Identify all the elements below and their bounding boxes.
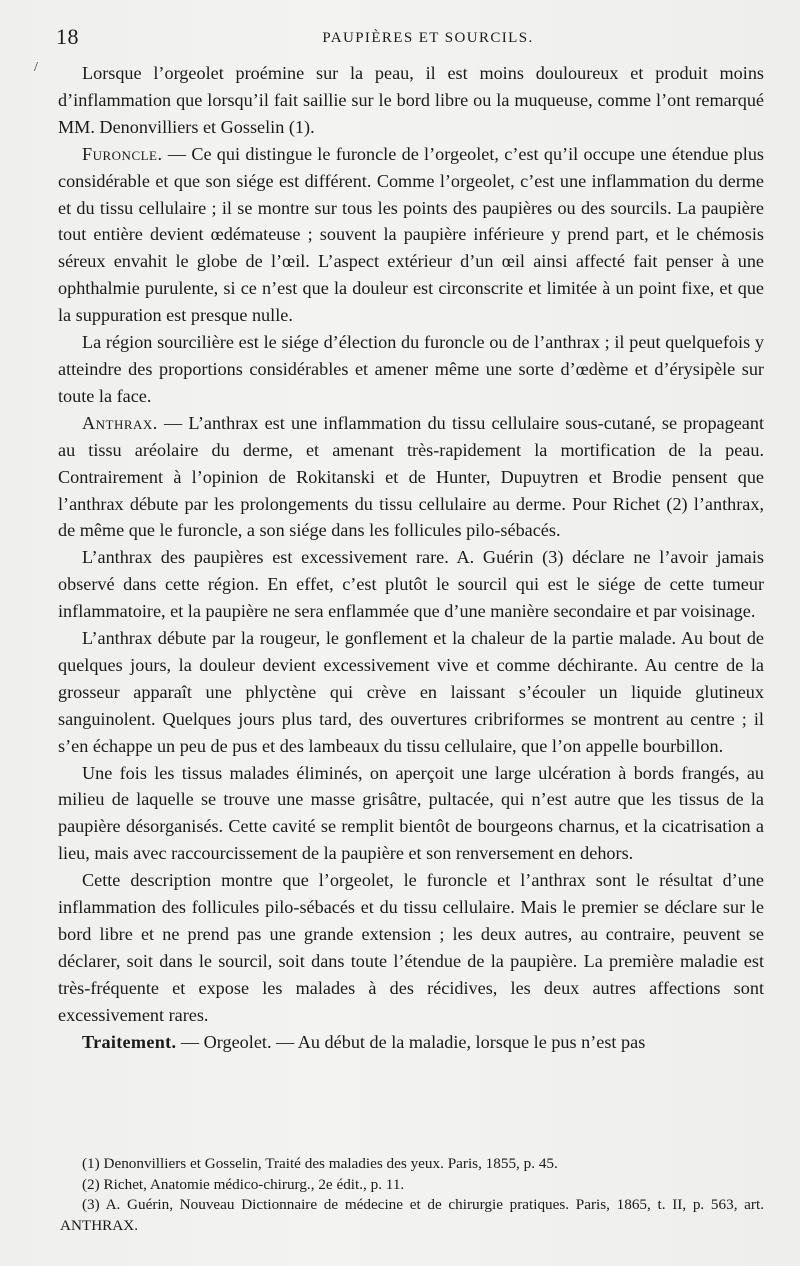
- paragraph-text: — L’anthrax est une inflammation du tissu cellulaire sous-cutané, se propageant au tissu aréolaire du derme, et amenant très-rapidement la mortification de la peau. Contrairement à l’opinion de Rokitanski et de Hunter, Dupuytren et Brodie pensent que l’anthrax débute par les prolongements du tissu cellulaire au derme. Pour Richet (2) l’anthrax, de même que le furoncle, a son siége dans les follicules pilo-sébacés.: [58, 412, 764, 541]
- footnote: (1) Denonvilliers et Gosselin, Traité des maladies des yeux. Paris, 1855, p. 45.: [82, 1155, 558, 1172]
- main-text: [58, 60, 764, 1056]
- section-lead-traitement: Traitement.: [82, 1031, 177, 1052]
- paragraph: [58, 60, 764, 141]
- paragraph-text: L’anthrax débute par la rougeur, le gonflement et la chaleur de la partie malade. Au bout de quelques jours, la douleur devient excessivement vive et comme déchirante. Au centre de la grosseur apparaît une phlyctène qui crève en laissant s’écouler un liquide glutineux sanguinolent. Quelques jours plus tard, des ouvertures cribriformes se montrent au centre ; il s’en échappe un peu de pus et des lambeaux du tissu cellulaire, que l’on appelle bourbillon.: [58, 628, 764, 756]
- page-number: 18: [56, 24, 79, 49]
- section-lead-anthrax: Anthrax.: [82, 412, 158, 433]
- paragraph-text: Une fois les tissus malades éliminés, on aperçoit une large ulcération à bords frangés, au milieu de laquelle se trouve une masse grisâtre, pultacée, qui n’est autre que les tissus de la paupière désorganisés. Cette cavité se remplit bientôt de bourgeons charnus, et la cicatrisation a lieu, mais avec raccourcissement de la paupière et son renversement en dehors.: [58, 762, 764, 864]
- paragraph-text: Lorsque l’orgeolet proémine sur la peau, il est moins douloureux et produit moins d’inflammation que lorsqu’il fait saillie sur le bord libre ou la muqueuse, comme l’ont remarqué MM. Denonvilliers et Gosselin (1).: [58, 63, 764, 137]
- footnote: (3) A. Guérin, Nouveau Dictionnaire de médecine et de chirurgie pratiques. Paris, 1865, t. II, p. 563, art. ANTHRAX.: [60, 1196, 764, 1234]
- paragraph-text: — Orgeolet. — Au début de la maladie, lorsque le pus n’est pas: [176, 1031, 646, 1052]
- paragraph: [58, 760, 764, 868]
- paragraph: [58, 329, 764, 410]
- page-header: [56, 24, 760, 54]
- margin-mark: /: [34, 60, 38, 75]
- footnotes: [60, 1154, 764, 1236]
- paragraph: [58, 1029, 764, 1056]
- paragraph: [58, 867, 764, 1028]
- footnote: (2) Richet, Anatomie médico-chirurg., 2e édit., p. 11.: [82, 1175, 405, 1193]
- paragraph: [58, 410, 764, 545]
- paragraph: [58, 141, 764, 329]
- section-lead-furoncle: Furoncle.: [82, 143, 163, 164]
- paragraph-text: L’anthrax des paupières est excessivement rare. A. Guérin (3) déclare ne l’avoir jamais observé dans cette région. En effet, c’est plutôt le sourcil qui est le siége de cette tumeur inflammatoire, et la paupière ne sera enflammée que d’une manière secondaire et par voisinage.: [58, 547, 764, 622]
- paragraph: [58, 544, 764, 625]
- paragraph: [58, 625, 764, 760]
- paragraph-text: La région sourcilière est le siége d’élection du furoncle ou de l’anthrax ; il peut quelquefois y atteindre des proportions considérables et amener même une sorte d’œdème et d’érysipèle sur toute la face.: [58, 332, 764, 406]
- paragraph-text: Cette description montre que l’orgeolet, le furoncle et l’anthrax sont le résultat d’une inflammation des follicules pilo-sébacés et du tissu cellulaire. Mais le premier se déclare sur le bord libre et ne prend pas une grande extension ; les deux autres, au contraire, peuvent se déclarer, soit dans le sourcil, soit dans toute l’étendue de la paupière. La première maladie est très-fréquente et expose les malades à des récidives, les deux autres affections sont excessivement rares.: [58, 870, 764, 1025]
- running-head: PAUPIÈRES ET SOURCILS.: [322, 30, 534, 46]
- paragraph-text: — Ce qui distingue le furoncle de l’orgeolet, c’est qu’il occupe une étendue plus considérable et que son siége est différent. Comme l’orgeolet, c’est une inflammation du derme et du tissu cellulaire ; il se montre sur tous les points des paupières ou des sourcils. La paupière tout entière devient œdémateuse ; souvent la paupière inférieure y prend part, et le chémosis séreux envahit le globe de l’œil. L’aspect extérieur d’un œil ainsi affecté fait penser à une ophthalmie purulente, si ce n’est que la douleur est circonscrite et limitée à un point fixe, et que la suppuration est presque nulle.: [58, 143, 764, 326]
